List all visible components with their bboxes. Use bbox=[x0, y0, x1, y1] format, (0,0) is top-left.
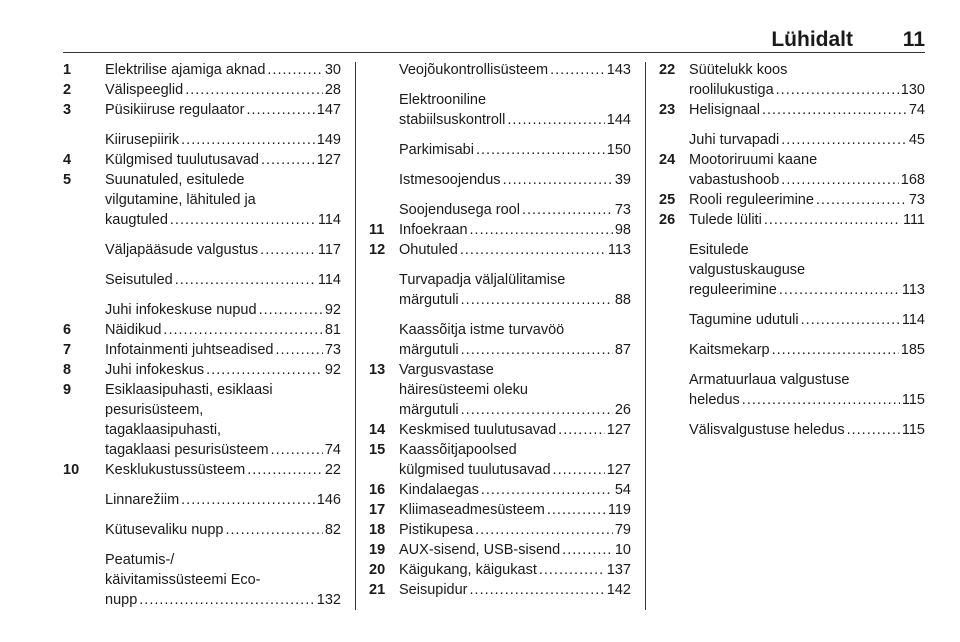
entry-label: Seisupidur bbox=[399, 582, 468, 598]
callout-number: 15 bbox=[369, 442, 386, 458]
callout-number: 14 bbox=[369, 422, 386, 438]
page-reference[interactable]: 30 bbox=[324, 62, 341, 78]
entry-label: Kaitsmekarp bbox=[689, 342, 770, 358]
dot-leader bbox=[539, 560, 605, 580]
entry-label: Veojõukontrollisüsteem bbox=[399, 62, 549, 78]
callout-number: 12 bbox=[369, 242, 386, 258]
dot-leader bbox=[275, 340, 322, 360]
dot-leader bbox=[764, 210, 901, 230]
callout-number: 24 bbox=[659, 152, 676, 168]
entry-label: pesurisüsteem, bbox=[105, 402, 204, 418]
page-reference[interactable]: 92 bbox=[324, 362, 341, 378]
index-entry bbox=[369, 90, 631, 130]
index-entry bbox=[659, 150, 925, 190]
dot-leader bbox=[461, 400, 613, 420]
entry-label: Kesklukustussüsteem bbox=[105, 462, 246, 478]
callout-number: 25 bbox=[659, 192, 676, 208]
entry-label: Kaassõitja istme turvavöö bbox=[399, 322, 565, 338]
index-entry bbox=[659, 370, 925, 410]
page-reference[interactable]: 87 bbox=[614, 342, 631, 358]
page-reference[interactable]: 74 bbox=[908, 102, 925, 118]
index-entry bbox=[63, 240, 341, 260]
index-entry bbox=[659, 60, 925, 100]
index-entry bbox=[659, 310, 925, 330]
callout-number: 6 bbox=[63, 322, 72, 338]
index-entry bbox=[659, 130, 925, 150]
dot-leader bbox=[781, 170, 899, 190]
dot-leader bbox=[461, 290, 613, 310]
entry-label: vilgutamine, lähituled ja bbox=[105, 192, 256, 208]
entry-label: Ohutuled bbox=[399, 242, 458, 258]
page-reference[interactable]: 54 bbox=[614, 482, 631, 498]
page-reference[interactable]: 88 bbox=[614, 292, 631, 308]
callout-number: 13 bbox=[369, 362, 386, 378]
entry-label: Kaassõitjapoolsed bbox=[399, 442, 517, 458]
dot-leader bbox=[267, 60, 322, 80]
dot-leader bbox=[742, 390, 900, 410]
page-reference[interactable]: 119 bbox=[607, 502, 631, 518]
callout-number: 26 bbox=[659, 212, 676, 228]
page-reference[interactable]: 73 bbox=[324, 342, 341, 358]
index-entry bbox=[63, 130, 341, 150]
page-reference[interactable]: 39 bbox=[614, 172, 631, 188]
callout-number: 17 bbox=[369, 502, 386, 518]
page-reference[interactable]: 113 bbox=[901, 282, 925, 298]
index-entry bbox=[63, 270, 341, 290]
dot-leader bbox=[547, 500, 606, 520]
page-reference[interactable]: 28 bbox=[324, 82, 341, 98]
index-entry bbox=[63, 360, 341, 380]
entry-label: vabastushoob bbox=[689, 172, 780, 188]
page-reference[interactable]: 26 bbox=[614, 402, 631, 418]
dot-leader bbox=[507, 110, 604, 130]
page-reference[interactable]: 115 bbox=[901, 422, 925, 438]
page-reference[interactable]: 127 bbox=[606, 422, 631, 438]
dot-leader bbox=[816, 190, 907, 210]
page-reference[interactable]: 113 bbox=[607, 242, 631, 258]
entry-label: Infotainmenti juhtseadised bbox=[105, 342, 274, 358]
index-entry bbox=[369, 420, 631, 440]
entry-label: Linnarežiim bbox=[105, 492, 180, 508]
index-entry bbox=[369, 480, 631, 500]
entry-label: Turvapadja väljalülitamise bbox=[399, 272, 566, 288]
dot-leader bbox=[522, 200, 613, 220]
entry-label: Välisvalgustuse heledus bbox=[689, 422, 845, 438]
entry-label: stabiilsuskontroll bbox=[399, 112, 506, 128]
index-entry bbox=[63, 460, 341, 480]
page-reference[interactable]: 130 bbox=[900, 82, 925, 98]
index-entry bbox=[369, 540, 631, 560]
entry-label: Tulede lüliti bbox=[689, 212, 762, 228]
callout-number: 5 bbox=[63, 172, 72, 188]
index-entry bbox=[369, 200, 631, 220]
entry-label: märgutuli bbox=[399, 402, 459, 418]
index-entry bbox=[63, 60, 341, 80]
dot-leader bbox=[170, 210, 316, 230]
page-reference[interactable]: 45 bbox=[908, 132, 925, 148]
callout-number: 2 bbox=[63, 82, 72, 98]
page-reference[interactable]: 10 bbox=[614, 542, 631, 558]
entry-label: Juhi infokeskuse nupud bbox=[105, 302, 257, 318]
entry-label: märgutuli bbox=[399, 292, 459, 308]
page-reference[interactable]: 114 bbox=[317, 272, 341, 288]
page-reference[interactable]: 132 bbox=[316, 592, 341, 608]
entry-label: Näidikud bbox=[105, 322, 162, 338]
index-entry bbox=[369, 220, 631, 240]
entry-label: Kindalaegas bbox=[399, 482, 479, 498]
index-entry bbox=[63, 520, 341, 540]
dot-leader bbox=[781, 130, 907, 150]
page-reference[interactable]: 137 bbox=[606, 562, 631, 578]
index-entry bbox=[63, 490, 341, 510]
entry-label: Kütusevaliku nupp bbox=[105, 522, 224, 538]
page-reference[interactable]: 150 bbox=[606, 142, 631, 158]
dot-leader bbox=[461, 340, 613, 360]
page-reference[interactable]: 142 bbox=[606, 582, 631, 598]
page-reference[interactable]: 185 bbox=[900, 342, 925, 358]
entry-label: Külgmised tuulutusavad bbox=[105, 152, 259, 168]
index-entry bbox=[63, 300, 341, 320]
entry-label: häiresüsteemi oleku bbox=[399, 382, 528, 398]
dot-leader bbox=[562, 540, 613, 560]
dot-leader bbox=[271, 440, 323, 460]
entry-label: Elektrilise ajamiga aknad bbox=[105, 62, 266, 78]
index-entry bbox=[659, 190, 925, 210]
page-reference[interactable]: 82 bbox=[324, 522, 341, 538]
dot-leader bbox=[801, 310, 900, 330]
callout-number: 16 bbox=[369, 482, 386, 498]
dot-leader bbox=[503, 170, 613, 190]
callout-number: 22 bbox=[659, 62, 676, 78]
page-reference[interactable]: 149 bbox=[316, 132, 341, 148]
dot-leader bbox=[226, 520, 323, 540]
entry-label: Tagumine udutuli bbox=[689, 312, 799, 328]
entry-label: kaugtuled bbox=[105, 212, 168, 228]
dot-leader bbox=[261, 150, 315, 170]
dot-leader bbox=[185, 80, 323, 100]
page-reference[interactable]: 117 bbox=[317, 242, 341, 258]
callout-number: 7 bbox=[63, 342, 72, 358]
dot-leader bbox=[779, 280, 900, 300]
entry-label: Mootoriruumi kaane bbox=[689, 152, 818, 168]
entry-label: Suunatuled, esitulede bbox=[105, 172, 245, 188]
entry-label: külgmised tuulutusavad bbox=[399, 462, 551, 478]
entry-label: Armatuurlaua valgustuse bbox=[689, 372, 850, 388]
index-entry bbox=[63, 80, 341, 100]
entry-label: Juhi infokeskus bbox=[105, 362, 205, 378]
index-entry bbox=[659, 210, 925, 230]
entry-label: AUX-sisend, USB-sisend bbox=[399, 542, 561, 558]
entry-label: Esiklaasipuhasti, esiklaasi bbox=[105, 382, 273, 398]
dot-leader bbox=[163, 320, 322, 340]
page-number: 11 bbox=[902, 28, 925, 51]
entry-label: valgustuskauguse bbox=[689, 262, 806, 278]
index-entry bbox=[63, 340, 341, 360]
index-entry bbox=[659, 420, 925, 440]
dot-leader bbox=[772, 340, 899, 360]
index-entry bbox=[369, 140, 631, 160]
entry-label: reguleerimine bbox=[689, 282, 777, 298]
entry-label: Väljapääsude valgustus bbox=[105, 242, 259, 258]
index-entry bbox=[369, 170, 631, 190]
dot-leader bbox=[476, 140, 605, 160]
dot-leader bbox=[558, 420, 605, 440]
entry-label: Helisignaal bbox=[689, 102, 760, 118]
index-entry bbox=[63, 380, 341, 460]
entry-label: Seisutuled bbox=[105, 272, 173, 288]
entry-label: nupp bbox=[105, 592, 138, 608]
page-reference[interactable]: 92 bbox=[324, 302, 341, 318]
callout-number: 11 bbox=[369, 222, 385, 238]
entry-label: Soojendusega rool bbox=[399, 202, 520, 218]
entry-label: Vargusvastase bbox=[399, 362, 494, 378]
dot-leader bbox=[550, 60, 605, 80]
entry-label: Elektrooniline bbox=[399, 92, 487, 108]
dot-leader bbox=[553, 460, 605, 480]
dot-leader bbox=[260, 240, 316, 260]
dot-leader bbox=[481, 480, 613, 500]
callout-number: 3 bbox=[63, 102, 72, 118]
index-entry bbox=[369, 520, 631, 540]
page-reference[interactable]: 111 bbox=[902, 212, 925, 228]
callout-number: 1 bbox=[63, 62, 72, 78]
dot-leader bbox=[181, 130, 315, 150]
entry-label: Püsikiiruse regulaator bbox=[105, 102, 245, 118]
page-reference[interactable]: 143 bbox=[606, 62, 631, 78]
index-column-3 bbox=[659, 60, 925, 440]
dot-leader bbox=[139, 590, 315, 610]
header-divider bbox=[63, 52, 925, 53]
entry-label: Käigukang, käigukast bbox=[399, 562, 537, 578]
page-reference[interactable]: 144 bbox=[606, 112, 631, 128]
page-reference[interactable]: 81 bbox=[324, 322, 341, 338]
index-entry bbox=[63, 170, 341, 230]
index-entry bbox=[369, 360, 631, 420]
page-reference[interactable]: 127 bbox=[316, 152, 341, 168]
entry-label: tagaklaasi pesurisüsteem bbox=[105, 442, 269, 458]
callout-number: 19 bbox=[369, 542, 386, 558]
entry-label: Kliimaseadmesüsteem bbox=[399, 502, 545, 518]
index-entry bbox=[63, 550, 341, 610]
index-entry bbox=[659, 340, 925, 360]
entry-label: Süütelukk koos bbox=[689, 62, 788, 78]
index-entry bbox=[369, 560, 631, 580]
callout-number: 4 bbox=[63, 152, 72, 168]
index-entry bbox=[369, 440, 631, 480]
dot-leader bbox=[762, 100, 907, 120]
dot-leader bbox=[776, 80, 899, 100]
entry-label: Peatumis-/ bbox=[105, 552, 175, 568]
index-column-1 bbox=[63, 60, 341, 610]
page-header bbox=[63, 28, 925, 50]
entry-label: käivitamissüsteemi Eco- bbox=[105, 572, 261, 588]
entry-label: Parkimisabi bbox=[399, 142, 474, 158]
entry-label: Esitulede bbox=[689, 242, 749, 258]
page-reference[interactable]: 74 bbox=[324, 442, 341, 458]
index-entry bbox=[369, 320, 631, 360]
index-entry bbox=[659, 240, 925, 300]
dot-leader bbox=[247, 460, 323, 480]
page-reference[interactable]: 146 bbox=[316, 492, 341, 508]
page-reference[interactable]: 115 bbox=[901, 392, 925, 408]
page-reference[interactable]: 114 bbox=[901, 312, 925, 328]
page-reference[interactable]: 168 bbox=[900, 172, 925, 188]
column-divider bbox=[355, 62, 356, 610]
entry-label: heledus bbox=[689, 392, 740, 408]
entry-label: Keskmised tuulutusavad bbox=[399, 422, 557, 438]
page-reference[interactable]: 127 bbox=[606, 462, 631, 478]
entry-label: Rooli reguleerimine bbox=[689, 192, 814, 208]
callout-number: 20 bbox=[369, 562, 386, 578]
page-title: Lühidalt bbox=[771, 28, 853, 51]
dot-leader bbox=[460, 240, 606, 260]
dot-leader bbox=[470, 220, 613, 240]
page-reference[interactable]: 114 bbox=[317, 212, 341, 228]
callout-number: 8 bbox=[63, 362, 72, 378]
index-entry bbox=[369, 240, 631, 260]
entry-label: tagaklaasipuhasti, bbox=[105, 422, 222, 438]
entry-label: märgutuli bbox=[399, 342, 459, 358]
column-divider bbox=[645, 62, 646, 610]
dot-leader bbox=[259, 300, 323, 320]
index-entry bbox=[63, 320, 341, 340]
dot-leader bbox=[475, 520, 613, 540]
dot-leader bbox=[181, 490, 315, 510]
dot-leader bbox=[175, 270, 316, 290]
callout-number: 21 bbox=[369, 582, 386, 598]
index-column-2 bbox=[369, 60, 631, 600]
page-reference[interactable]: 22 bbox=[324, 462, 341, 478]
entry-label: Infoekraan bbox=[399, 222, 468, 238]
entry-label: roolilukustiga bbox=[689, 82, 774, 98]
index-entry bbox=[369, 500, 631, 520]
entry-label: Pistikupesa bbox=[399, 522, 474, 538]
index-entry bbox=[369, 580, 631, 600]
index-entry bbox=[369, 60, 631, 80]
callout-number: 10 bbox=[63, 462, 80, 478]
page-reference[interactable]: 79 bbox=[614, 522, 631, 538]
index-entry bbox=[63, 150, 341, 170]
dot-leader bbox=[470, 580, 605, 600]
callout-number: 23 bbox=[659, 102, 676, 118]
dot-leader bbox=[246, 100, 314, 120]
entry-label: Istmesoojendus bbox=[399, 172, 501, 188]
page-reference[interactable]: 73 bbox=[908, 192, 925, 208]
index-entry bbox=[63, 100, 341, 120]
entry-label: Kiirusepiirik bbox=[105, 132, 180, 148]
callout-number: 9 bbox=[63, 382, 72, 398]
index-entry bbox=[659, 100, 925, 120]
index-entry bbox=[369, 270, 631, 310]
page-reference[interactable]: 98 bbox=[614, 222, 631, 238]
page-reference[interactable]: 147 bbox=[316, 102, 341, 118]
entry-label: Juhi turvapadi bbox=[689, 132, 780, 148]
page-reference[interactable]: 73 bbox=[614, 202, 631, 218]
entry-label: Välispeeglid bbox=[105, 82, 184, 98]
dot-leader bbox=[206, 360, 323, 380]
callout-number: 18 bbox=[369, 522, 386, 538]
dot-leader bbox=[847, 420, 900, 440]
